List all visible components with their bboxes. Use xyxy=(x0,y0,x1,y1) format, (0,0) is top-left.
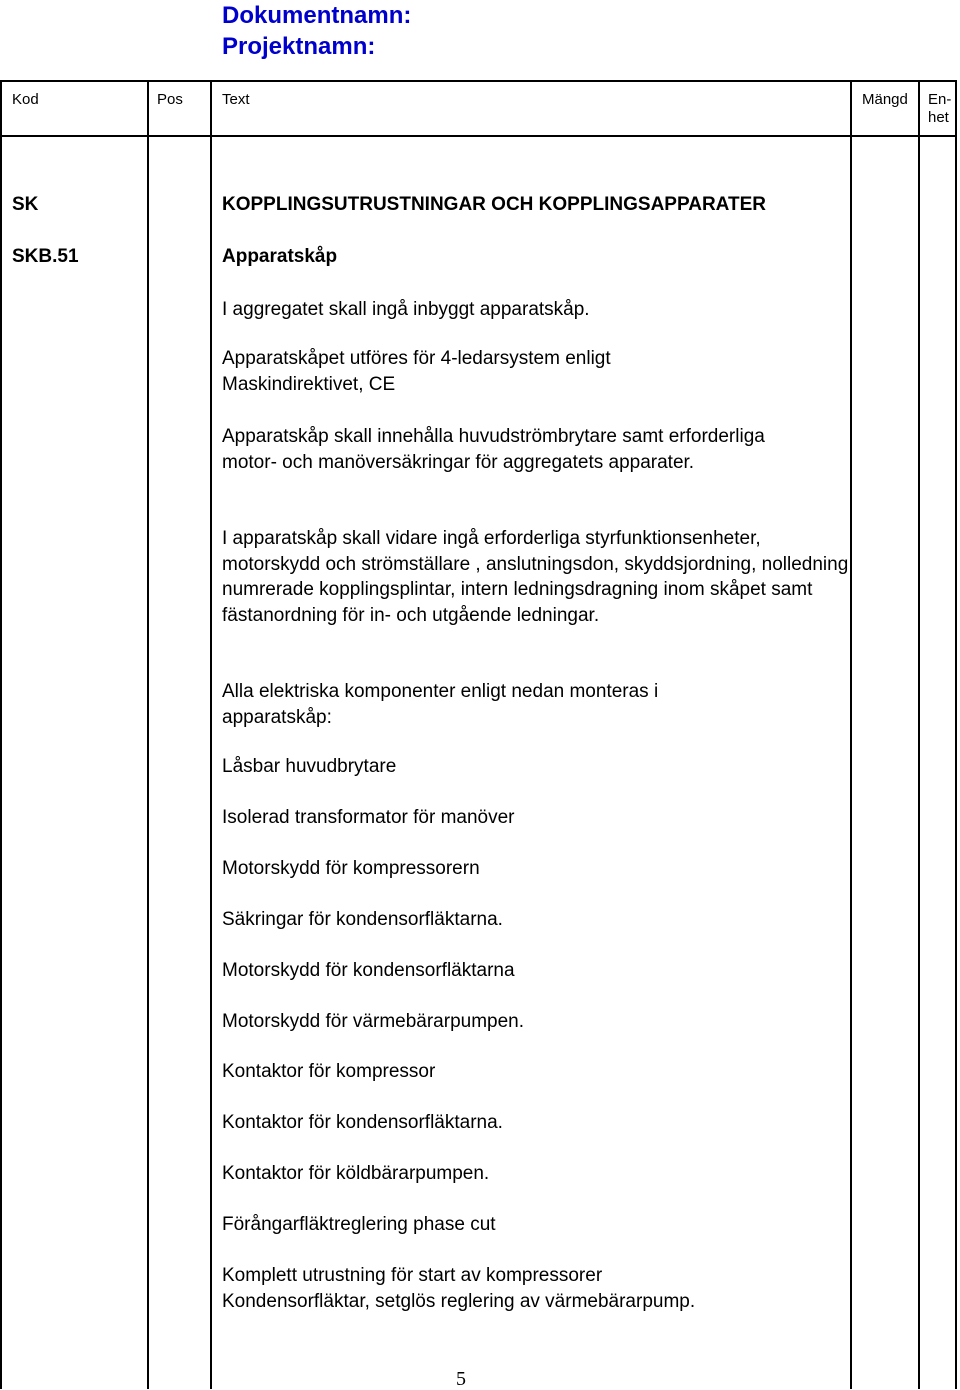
paragraph: I aggregatet skall ingå inbyggt apparatskåp. xyxy=(222,299,590,320)
list-item: Motorskydd för värmebärarpumpen. xyxy=(222,1011,525,1032)
column-divider xyxy=(147,137,149,1389)
column-divider xyxy=(918,80,920,137)
list-item: Förångarfläktreglering phase cut xyxy=(222,1214,496,1235)
list-item: Säkringar för kondensorfläktarna. xyxy=(222,909,503,930)
list-item: Isolerad transformator för manöver xyxy=(222,807,515,828)
table-border-right xyxy=(955,137,957,1389)
column-divider xyxy=(918,137,920,1389)
column-divider xyxy=(850,137,852,1389)
list-item: Kontaktor för kompressor xyxy=(222,1061,436,1082)
table-header xyxy=(0,80,957,137)
column-divider xyxy=(210,80,212,137)
column-divider xyxy=(850,80,852,137)
paragraph: Apparatskåp skall innehålla huvudströmbrytare samt erforderliga motor- och manöversäkringar för aggregatets apparater. xyxy=(222,426,765,473)
header-kod: Kod xyxy=(12,91,39,108)
page-number: 5 xyxy=(456,1368,466,1390)
item-title: Apparatskåp xyxy=(222,246,338,267)
list-item: Låsbar huvudbrytare xyxy=(222,756,397,777)
final-line: Komplett utrustning för start av kompressorer xyxy=(222,1265,603,1286)
column-divider xyxy=(210,137,212,1389)
final-line: Kondensorfläktar, setglös reglering av värmebärarpump. xyxy=(222,1291,696,1312)
list-item: Motorskydd för kondensorfläktarna xyxy=(222,960,515,981)
table-border-left xyxy=(0,137,2,1389)
paragraph: I apparatskåp skall vidare ingå erforderliga styrfunktionsenheter, motorskydd och strömställare , anslutningsdon, skyddsjordning, nolledning, numrerade kopplingsplintar, intern ledningsdragning inom skåpet samt fästanordning för in- och utgående ledningar. xyxy=(222,528,854,626)
header-enhet-2: het xyxy=(928,109,949,126)
document-name-label: Dokumentnamn: xyxy=(222,2,412,29)
project-name-label: Projektnamn: xyxy=(222,33,376,60)
list-item: Kontaktor för köldbärarpumpen. xyxy=(222,1163,490,1184)
section-code: SK xyxy=(12,194,39,215)
paragraph: Alla elektriska komponenter enligt nedan monteras i apparatskåp: xyxy=(222,681,659,728)
header-pos: Pos xyxy=(157,91,183,108)
item-code: SKB.51 xyxy=(12,246,79,267)
paragraph: Apparatskåpet utföres för 4-ledarsystem enligt Maskindirektivet, CE xyxy=(222,348,611,395)
column-divider xyxy=(147,80,149,137)
header-mangd: Mängd xyxy=(862,91,908,108)
list-item: Motorskydd för kompressorern xyxy=(222,858,480,879)
section-title: KOPPLINGSUTRUSTNINGAR OCH KOPPLINGSAPPARATER xyxy=(222,194,766,215)
header-enhet-1: En- xyxy=(928,91,952,108)
header-text: Text xyxy=(222,91,250,108)
document-header xyxy=(222,0,411,62)
list-item: Kontaktor för kondensorfläktarna. xyxy=(222,1112,503,1133)
